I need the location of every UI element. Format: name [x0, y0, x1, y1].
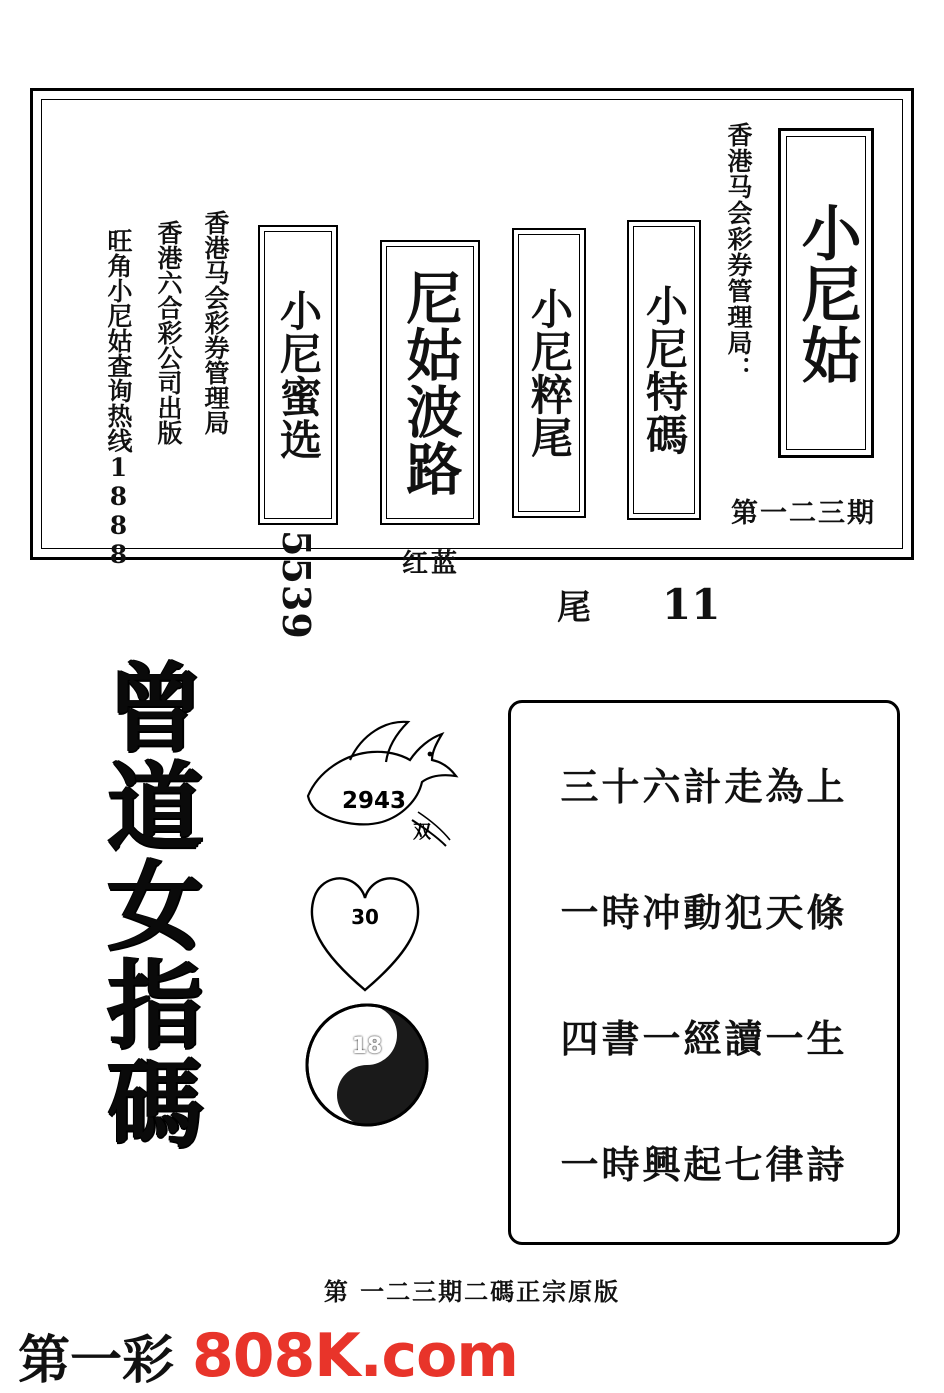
column-box-bo-lu-inner — [386, 246, 474, 519]
column-label-te-ma: 小尼特碼 — [640, 284, 690, 456]
brand-char-4: 指 — [107, 948, 203, 1062]
dove-icon-number: 2943 — [341, 788, 406, 814]
side-text-1: 香港马会彩券管理局 — [201, 210, 230, 435]
column-box-te-ma — [627, 220, 701, 520]
top-panel — [30, 88, 914, 640]
brand-title — [75, 652, 235, 1161]
footer-brand-cn: 第一彩 — [18, 1330, 175, 1391]
column-box-te-ma-inner — [633, 226, 695, 514]
caption-mi-xuan: 5539 — [274, 530, 319, 640]
column-box-bo-lu — [380, 240, 480, 525]
footer-brand-en: 808K.com — [192, 1320, 518, 1391]
column-box-zhuan-wei — [512, 228, 586, 518]
issue-label: 第一二三期 — [731, 498, 876, 529]
icon-stack — [290, 700, 470, 1120]
dove-icon-extra: 双 — [413, 822, 431, 843]
heart-icon — [300, 860, 430, 1000]
brand-char-2: 道 — [107, 750, 203, 864]
column-label-bo-lu: 尼姑波路 — [397, 268, 464, 497]
caption-zhuan-wei: 尾 — [557, 588, 591, 628]
main-title-box-inner — [786, 136, 866, 450]
main-title-box — [778, 128, 874, 458]
caption-bo-lu: 红蓝 — [402, 549, 461, 579]
brand-char-5: 碼 — [107, 1047, 203, 1161]
column-box-zhuan-wei-inner — [518, 234, 580, 512]
organization-label: 香港马会彩券管理局： — [724, 122, 753, 382]
brand-char-3: 女 — [107, 849, 203, 963]
poem-line-1: 三十六計走為上 — [560, 764, 848, 810]
yinyang-icon — [302, 1000, 432, 1130]
side-text-3: 旺角小尼姑查询热线1888 — [104, 228, 133, 569]
caption-te-ma: 11 — [662, 580, 721, 629]
footer-watermark — [18, 1318, 518, 1393]
column-box-mi-xuan-inner — [264, 231, 332, 519]
heart-icon-number: 30 — [351, 905, 379, 929]
poem-line-2: 一時冲動犯天條 — [560, 890, 848, 936]
brand-char-1: 曾 — [107, 652, 203, 765]
column-label-mi-xuan: 小尼蜜选 — [274, 289, 324, 461]
page-title: 小尼姑 — [791, 201, 862, 385]
yinyang-icon-number: 18 — [351, 1034, 383, 1059]
dove-icon — [290, 700, 470, 850]
top-panel-inner-border — [41, 99, 903, 640]
column-box-mi-xuan — [258, 225, 338, 525]
poem-line-3: 四書一經讀一生 — [560, 1015, 848, 1061]
poem-box — [508, 700, 900, 1245]
column-label-zhuan-wei: 小尼粹尾 — [525, 287, 575, 459]
side-text-2: 香港六合彩公司出版 — [154, 220, 183, 445]
poem-line-4: 一時興起七律詩 — [560, 1141, 848, 1187]
sub-issue-label: 第 一二三期二碼正宗原版 — [323, 1277, 621, 1306]
